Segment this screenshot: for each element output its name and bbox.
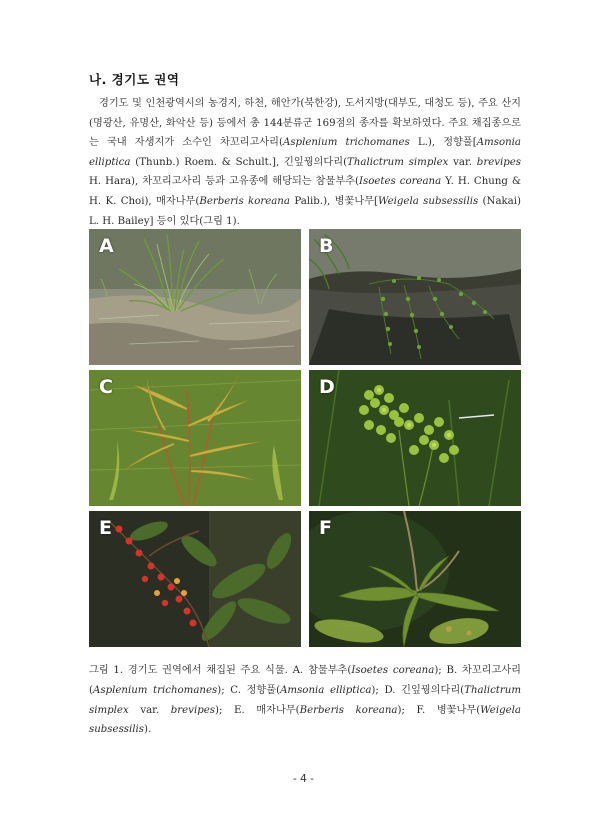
text-run: 경기도 및 인천광역시의 농경지, 하천, 해안가(북한강), 도서지방(대부도, 대청도 등), 주요 산지(명광산, 유명산, 화악산 등) 등에서 총 144분류군 169점의 종자를 확보하였다. 주요 채집종으로는 국내 자생지가 소수인 차꼬리고사리( <box>89 98 521 149</box>
photo-weigela <box>309 511 521 647</box>
caption-run: var. <box>128 704 171 716</box>
caption-run: 그림 1. 경기도 권역에서 채집된 주요 식물. A. 참물부추( <box>89 665 352 676</box>
photo-panel-e <box>89 511 301 647</box>
photo-panel-c <box>89 370 301 506</box>
photo-amsonia <box>89 370 301 506</box>
caption-run: ). <box>144 724 152 736</box>
paragraph-1 <box>89 94 521 231</box>
figure-caption <box>89 661 521 740</box>
text-run: Y. H. Chung & H. K. Choi), 매자나무( <box>89 176 521 207</box>
caption-run: ); B. 차꼬리고사리( <box>89 665 522 696</box>
caption-scientific-name: Asplenium trichomanes <box>92 684 218 696</box>
scientific-name: Amsonia elliptica <box>89 137 521 168</box>
scientific-name: Berberis koreana <box>199 195 290 207</box>
photo-berberis <box>89 511 301 647</box>
text-run: Palib.), 병꽃나무[ <box>289 195 378 207</box>
scientific-name: Thalictrum simplex <box>347 156 449 168</box>
body-paragraph <box>89 94 521 231</box>
caption-run: ); E. 매자나무( <box>214 704 300 716</box>
scientific-name: Isoetes coreana <box>358 176 442 188</box>
caption-scientific-name: Amsonia elliptica <box>280 684 372 696</box>
photo-thalictrum <box>309 370 521 506</box>
text-run: L.), 정향풀[ <box>409 137 477 149</box>
photo-panel-d <box>309 370 521 506</box>
scientific-name: Weigela subsessilis <box>377 195 479 207</box>
caption-run: ); F. 병꽃나무( <box>397 704 481 716</box>
scientific-name: brevipes <box>476 156 522 168</box>
text-run: H. Hara), 차꼬리고사리 등과 고유종에 해당되는 참물부추( <box>89 176 359 188</box>
panel-label-b: B <box>319 235 334 257</box>
caption-scientific-name: Weigela subsessilis <box>89 704 521 736</box>
caption-scientific-name: brevipes <box>170 704 215 716</box>
section-heading: 나. 경기도 권역 <box>89 72 180 87</box>
scientific-name: Asplenium trichomanes <box>282 137 410 149</box>
panel-label-a: A <box>99 235 114 257</box>
figure-photo-grid <box>89 229 521 647</box>
caption-scientific-name: Thalictrum simplex <box>89 684 521 716</box>
panel-label-f: F <box>319 517 332 539</box>
page-number: - 4 - <box>293 773 314 785</box>
caption-scientific-name: Berberis koreana <box>299 704 398 716</box>
text-run: (Nakai) L. H. Bailey] 등이 있다(그림 1). <box>89 195 521 227</box>
caption-scientific-name: Isoetes coreana <box>351 665 435 676</box>
caption-run: ); D. 긴잎꿩의다리( <box>371 684 465 696</box>
photo-panel-f <box>309 511 521 647</box>
photo-asplenium <box>309 229 521 365</box>
panel-label-d: D <box>319 376 335 398</box>
photo-panel-b <box>309 229 521 365</box>
text-run: (Thunb.) Roem. & Schult.], 긴잎꿩의다리( <box>130 156 348 168</box>
panel-label-e: E <box>99 517 112 539</box>
photo-isoetes <box>89 229 301 365</box>
text-run: var. <box>448 156 477 168</box>
caption-run: ); C. 정향풀( <box>217 684 281 696</box>
photo-panel-a <box>89 229 301 365</box>
panel-label-c: C <box>99 376 113 398</box>
